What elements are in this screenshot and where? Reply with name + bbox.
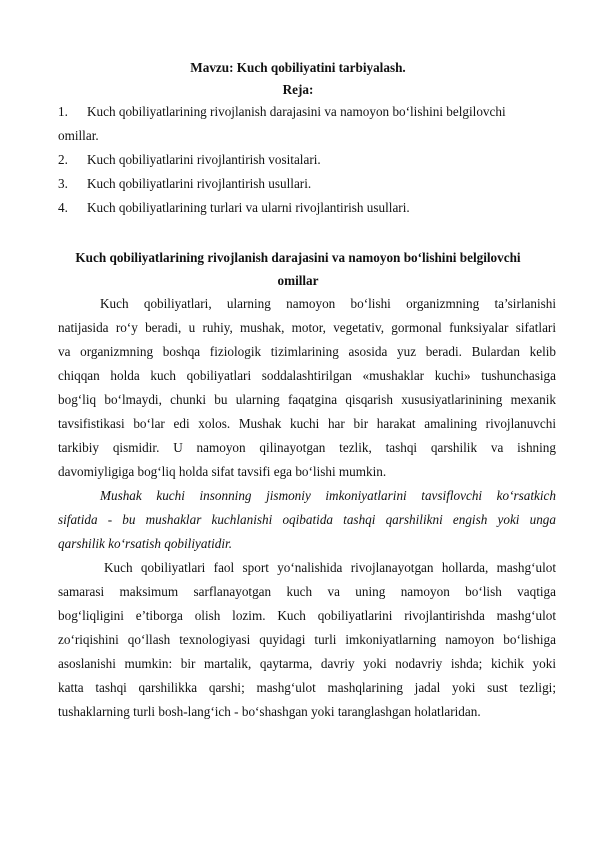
paragraph-line: bog‘liqligini e’tiborga olish lozim. Kuch qobiliyatlarini rivojlantirishda mashg‘ulot bbox=[58, 608, 556, 623]
plan-heading: Reja: bbox=[282, 82, 314, 97]
paragraph-line: tushaklarning turli bosh-lang‘ich - bo‘shashgan yoki taranglashgan holatlaridan. bbox=[58, 704, 481, 719]
paragraph-line: chiqqan holda kuch qobiliyatlari soddalashtirilgan «mushaklar kuchi» tushunchasiga bbox=[58, 368, 556, 383]
section-heading-line: Kuch qobiliyatlarining rivojlanish darajasini va namoyon bo‘lishini belgilovchi bbox=[75, 250, 521, 265]
paragraph-line: natijasida ro‘y beradi, u ruhiy, mushak, motor, vegetativ, gormonal funksiyalar sifatlari bbox=[58, 320, 556, 335]
paragraph-line: qarshilik ko‘rsatish qobiliyatidir. bbox=[58, 536, 233, 551]
list-item-text: Kuch qobiliyatlarining rivojlanish darajasini va namoyon bo‘lishini belgilovchi bbox=[87, 104, 506, 119]
list-item-number: 2. bbox=[58, 152, 68, 167]
list-item-text-continued: omillar. bbox=[58, 128, 99, 143]
paragraph-line: bog‘liq bo‘lmaydi, chunki bu ularning faqatgina qisqarish xususiyatlarinining mexanik bbox=[58, 392, 556, 407]
page-title: Mavzu: Kuch qobiliyatini tarbiyalash. bbox=[190, 60, 406, 75]
paragraph-line: tarkibiy qismidir. U namoyon qilinayotgan tezlik, tashqi qarshilik va ishning bbox=[58, 440, 556, 455]
paragraph-line: tavsifistikasi bo‘lar edi xolos. Mushak kuchi har bir harakat amalining rivojlanuvchi bbox=[58, 416, 556, 431]
list-item-number: 1. bbox=[58, 104, 68, 119]
section-heading-line: omillar bbox=[277, 273, 319, 288]
paragraph-line: asoslanishi mumkin: bir martalik, qaytarma, davriy yoki nodavriy ishda; kichik yoki bbox=[58, 656, 556, 671]
list-item-text: Kuch qobiliyatlarini rivojlantirish usullari. bbox=[87, 176, 312, 191]
paragraph-line: katta tashqi qarshilikka qarshi; mashg‘ulot mashqlarining jadal yoki sust tezligi; bbox=[58, 680, 556, 695]
paragraph-line: sifatida - bu mushaklar kuchlanishi oqibatida tashqi qarshilikni engish yoki unga bbox=[58, 512, 556, 527]
paragraph-line: Kuch qobiliyatlari faol sport yo‘nalishida rivojlanayotgan hollarda, mashg‘ulot bbox=[104, 560, 556, 575]
paragraph-line: samarasi maksimum sarflanayotgan kuch va uning namoyon bo‘lish vaqtiga bbox=[58, 584, 556, 599]
paragraph-line: Mushak kuchi insonning jismoniy imkoniyatlarini tavsiflovchi ko‘rsatkich bbox=[100, 488, 556, 503]
paragraph-line: zo‘riqishini qo‘llash texnologiyasi quyidagi turli imkoniyatlarning namoyon bo‘lishiga bbox=[58, 632, 556, 647]
list-item-text: Kuch qobiliyatlarining turlari va ularni rivojlantirish usullari. bbox=[87, 200, 410, 215]
paragraph-line: davomiyligiga bog‘liq holda sifat tavsifi ega bo‘lishi mumkin. bbox=[58, 464, 387, 479]
paragraph-line: va organizmning boshqa fiziologik tizimlarining asosida yuz beradi. Bulardan kelib bbox=[58, 344, 556, 359]
paragraph-line: Kuch qobiliyatlari, ularning namoyon bo‘lishi organizmning ta’sirlanishi bbox=[100, 296, 556, 311]
list-item-number: 4. bbox=[58, 200, 68, 215]
list-item-text: Kuch qobiliyatlarini rivojlantirish vositalari. bbox=[87, 152, 321, 167]
list-item-number: 3. bbox=[58, 176, 68, 191]
